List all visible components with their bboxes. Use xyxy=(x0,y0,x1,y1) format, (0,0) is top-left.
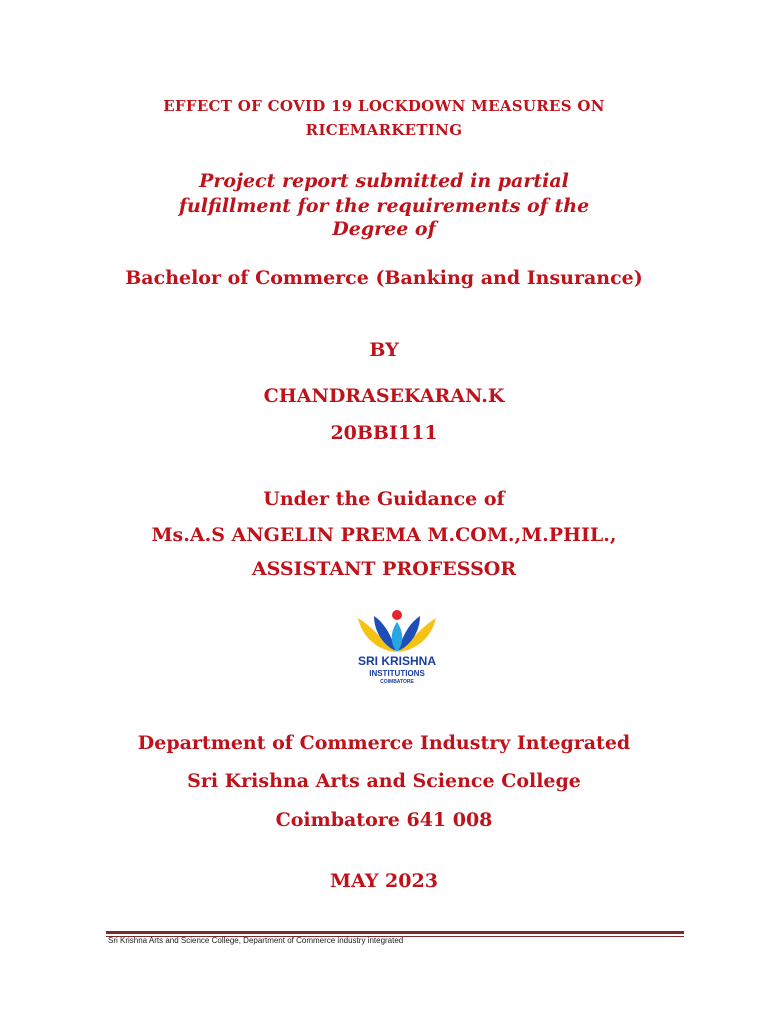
subtitle-line-2: fulfillment for the requirements of the xyxy=(178,195,590,217)
logo-location: COIMBATORE xyxy=(380,679,414,685)
logo-title: SRI KRISHNA xyxy=(357,654,436,668)
guidance-label: Under the Guidance of xyxy=(263,488,505,510)
submission-date: MAY 2023 xyxy=(330,870,438,892)
department-name: Department of Commerce Industry Integrated xyxy=(137,732,631,754)
subtitle-line-1: Project report submitted in partial xyxy=(199,170,569,192)
lotus-icon xyxy=(352,606,442,656)
subtitle-line-3: Degree of xyxy=(332,218,436,240)
degree-name: Bachelor of Commerce (Banking and Insurance) xyxy=(125,267,643,289)
college-name: Sri Krishna Arts and Science College xyxy=(187,770,581,792)
student-name: CHANDRASEKARAN.K xyxy=(263,385,505,407)
page-footer: Sri Krishna Arts and Science College, Department of Commerce industry integrated xyxy=(108,936,404,945)
logo-subtitle: INSTITUTIONS xyxy=(369,669,425,678)
guide-name: Ms.A.S ANGELIN PREMA M.COM.,M.PHIL., xyxy=(151,524,617,546)
college-address: Coimbatore 641 008 xyxy=(275,809,493,831)
student-roll-number: 20BBI111 xyxy=(330,422,438,444)
guide-designation: ASSISTANT PROFESSOR xyxy=(251,558,517,580)
by-label: BY xyxy=(369,339,399,361)
title-line-2: RICEMARKETING xyxy=(305,121,463,139)
title-line-1: EFFECT OF COVID 19 LOCKDOWN MEASURES ON xyxy=(163,97,605,115)
footer-divider xyxy=(106,931,684,934)
institution-logo xyxy=(352,606,442,690)
